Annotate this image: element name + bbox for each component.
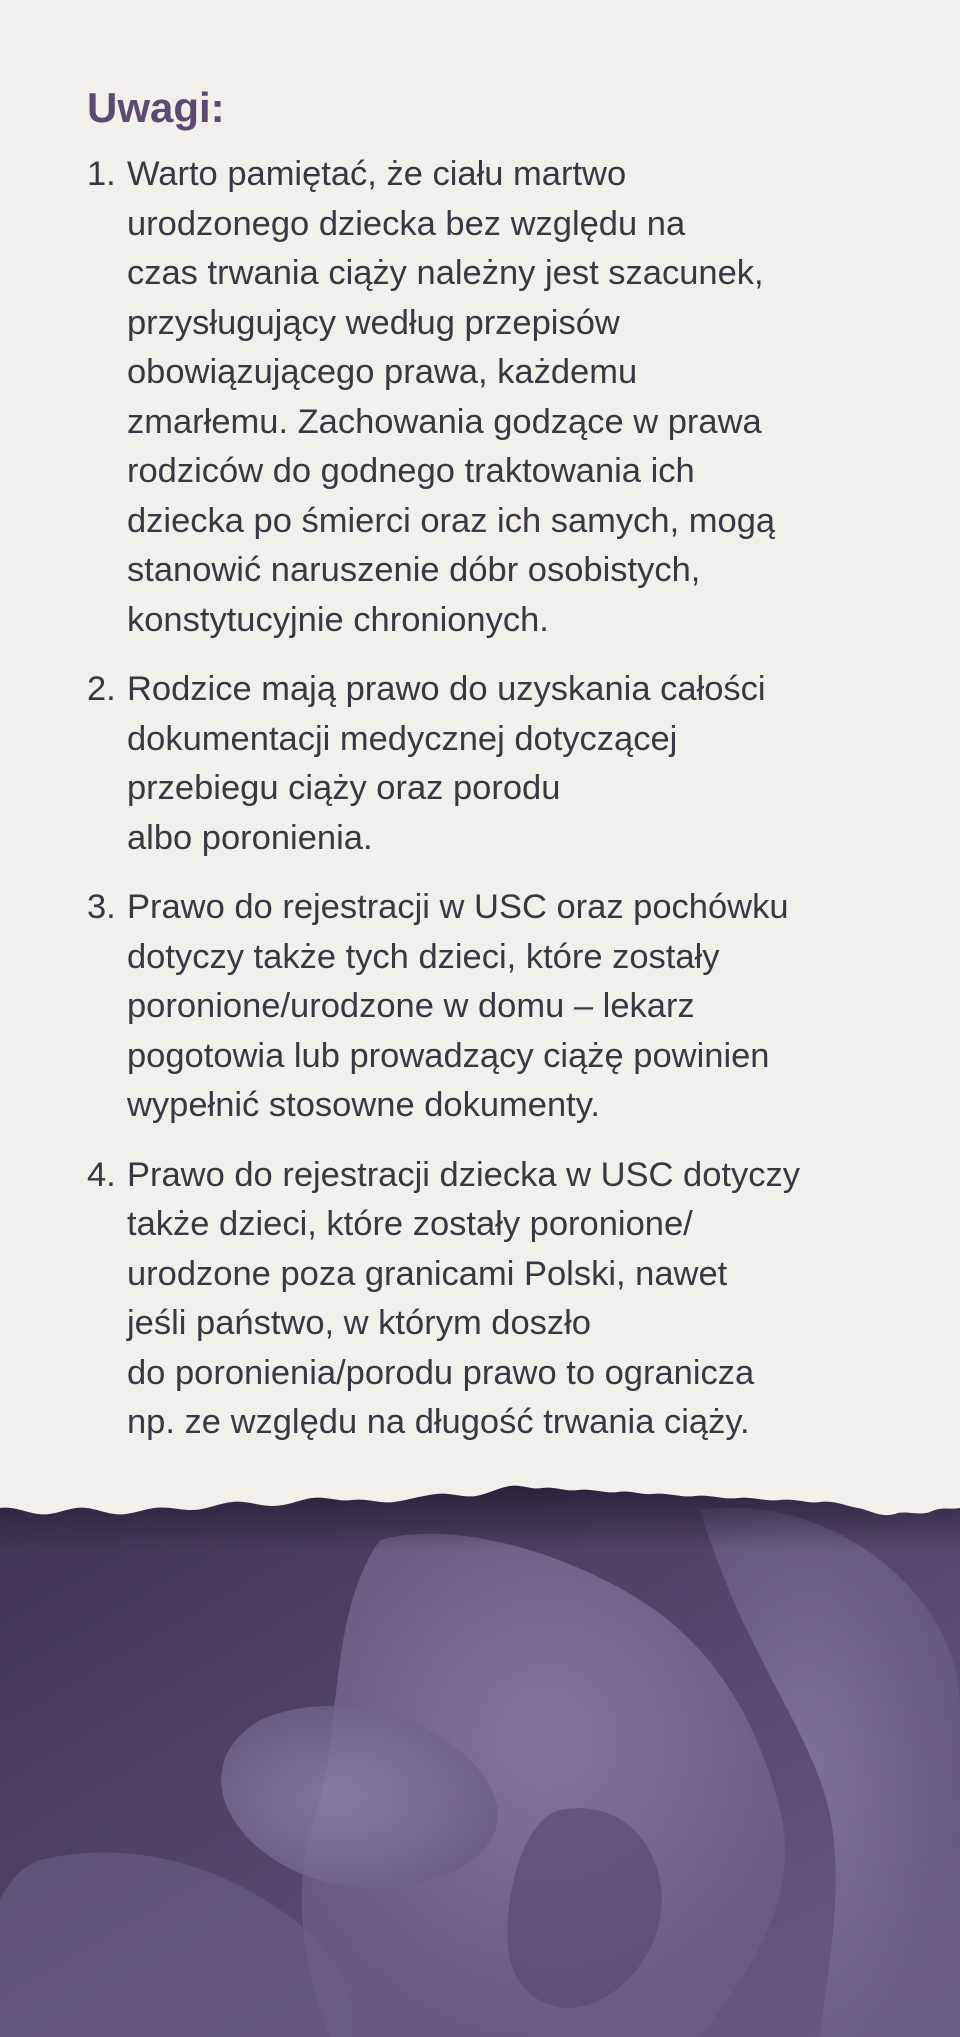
notes-section [87,78,887,1468]
notes-list [87,150,887,1448]
note-number: 1. [87,155,116,193]
note-number: 4. [87,1155,116,1194]
note-number: 3. [87,888,116,926]
notes-heading: Uwagi: [87,84,225,131]
note-text: Prawo do rejestracji dziecka w USC dotyczy także dzieci, które zostały poronione/ urodzone poza granicami Polski, nawet jeśli państwo, w którym doszło do poronienia/porodu prawo to ogranicza np. ze względu na długość trwania ciąży. [127,1155,800,1441]
note-text: Warto pamiętać, że ciału martwo urodzonego dziecka bez względu na czas trwania ciąży należny jest szacunek, przysługujący według przepisów obowiązującego prawa, każdemu zmarłemu. Zachowania godzące w prawa rodziców do godnego traktowania ich dziecka po śmierci oraz ich samych, mogą stanowić naruszenie dóbr osobistych, konstytucyjnie chronionych. [127,155,776,639]
note-item-1 [87,150,887,645]
note-item-4 [87,1151,887,1448]
note-number: 2. [87,670,116,708]
note-text: Prawo do rejestracji w USC oraz pochówku dotyczy także tych dzieci, które zostały poronione/urodzone w domu – lekarz pogotowia lub prowadzący ciążę powinien wypełnić stosowne dokumenty. [127,888,789,1124]
note-item-2 [87,665,887,863]
note-item-3 [87,883,887,1131]
note-text: Rodzice mają prawo do uzyskania całości dokumentacji medycznej dotyczącej przebiegu ciąży oraz porodu albo poronienia. [127,670,766,857]
tinted-hands-photo [0,1480,960,2037]
